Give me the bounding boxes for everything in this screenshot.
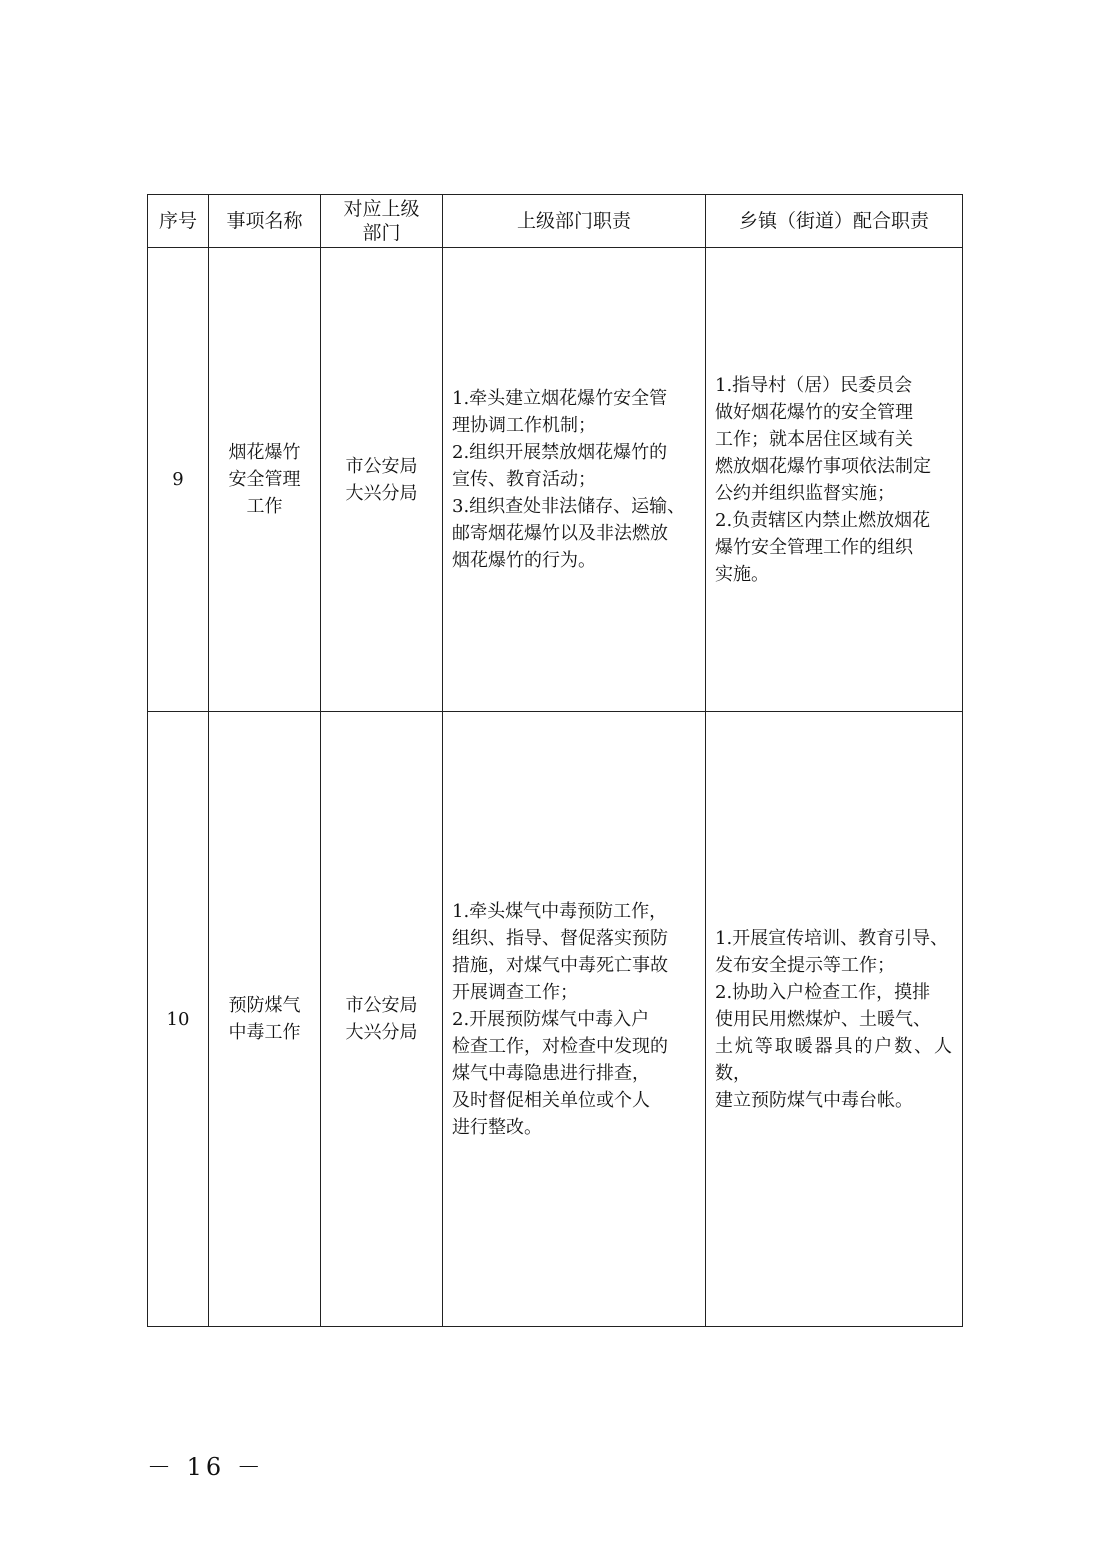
row-town-cooperation: 1.开展宣传培训、教育引导、 发布安全提示等工作； 2.协助入户检查工作，摸排 使用民用燃煤炉、土暖气、 土炕等取暖器具的户数、人数， 建立预防煤气中毒台帐。 bbox=[706, 712, 963, 1327]
row-superior-duties: 1.牵头煤气中毒预防工作， 组织、指导、督促落实预防 措施，对煤气中毒死亡事故 开展调查工作； 2.开展预防煤气中毒入户 检查工作，对检查中发现的 煤气中毒隐患进行排查， 及时督促相关单位或个人 进行整改。 bbox=[443, 712, 706, 1327]
table-row bbox=[148, 712, 963, 1327]
row-superior-duties: 1.牵头建立烟花爆竹安全管 理协调工作机制； 2.组织开展禁放烟花爆竹的 宣传、教育活动； 3.组织查处非法储存、运输、 邮寄烟花爆竹以及非法燃放 烟花爆竹的行为。 bbox=[443, 248, 706, 712]
row-index: 9 bbox=[148, 248, 209, 712]
header-superior-duties: 上级部门职责 bbox=[443, 195, 706, 248]
row-index: 10 bbox=[148, 712, 209, 1327]
row-item-name: 烟花爆竹 安全管理 工作 bbox=[209, 248, 321, 712]
table-header-row bbox=[148, 195, 963, 248]
row-superior-dept: 市公安局 大兴分局 bbox=[321, 712, 443, 1327]
header-town-cooperation: 乡镇（街道）配合职责 bbox=[706, 195, 963, 248]
row-item-name: 预防煤气 中毒工作 bbox=[209, 712, 321, 1327]
responsibility-table-container bbox=[147, 194, 962, 1327]
header-index: 序号 bbox=[148, 195, 209, 248]
responsibility-table bbox=[147, 194, 963, 1327]
table-row bbox=[148, 248, 963, 712]
header-item-name: 事项名称 bbox=[209, 195, 321, 248]
row-town-cooperation: 1.指导村（居）民委员会 做好烟花爆竹的安全管理 工作；就本居住区域有关 燃放烟花爆竹事项依法制定 公约并组织监督实施； 2.负责辖区内禁止燃放烟花 爆竹安全管理工作的组织 实施。 bbox=[706, 248, 963, 712]
page-number: － 16 － bbox=[147, 1453, 265, 1481]
header-superior-dept: 对应上级 部门 bbox=[321, 195, 443, 248]
row-superior-dept: 市公安局 大兴分局 bbox=[321, 248, 443, 712]
